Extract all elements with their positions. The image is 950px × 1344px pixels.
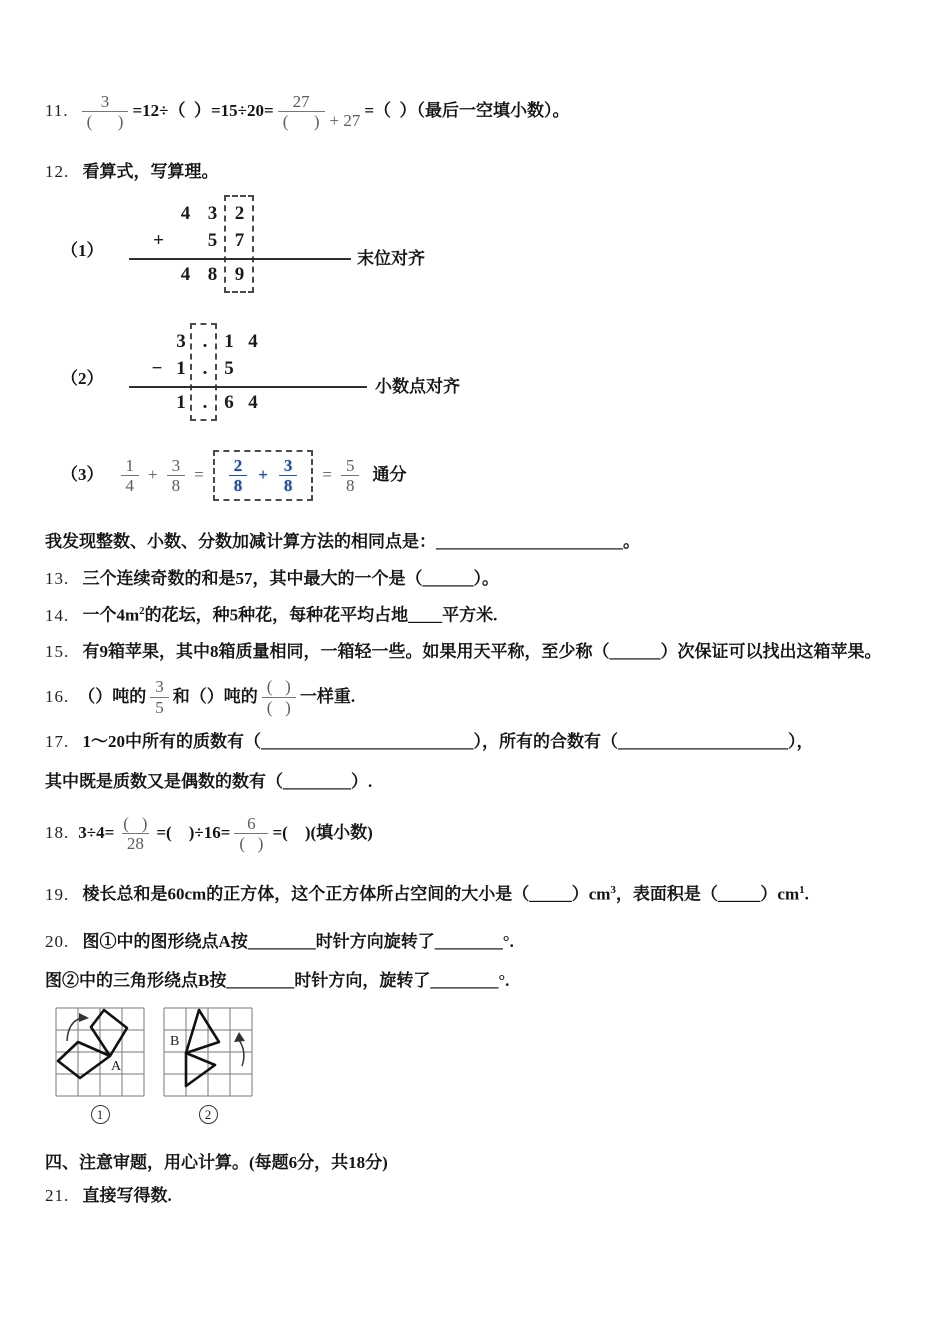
part-3-label: （3） — [61, 465, 104, 485]
part-2-label: （2） — [61, 369, 104, 388]
equation-text: 3÷4= — [78, 823, 115, 843]
superscript-1: 1 — [799, 884, 805, 897]
point-a-label: A — [111, 1058, 122, 1074]
question-text: ，表面积是（_____）cm — [615, 885, 800, 905]
question-text: 棱长总和是60cm的正方体，这个正方体所占空间的大小是（_____）cm — [82, 885, 611, 905]
minuend-row: 3 . 1 4 — [176, 331, 258, 352]
fraction-3-8-blue: $\frac{3}{8}$ — [279, 456, 298, 495]
question-text: 其中既是质数又是偶数的数有（________）. — [45, 772, 373, 792]
question-number: 14. — [45, 605, 70, 625]
arrowhead — [234, 1032, 245, 1042]
section-4-header — [45, 1152, 910, 1175]
dashed-answer-box — [213, 450, 314, 501]
dashed-highlight-box — [190, 323, 217, 421]
difference-rule-line — [129, 386, 367, 388]
difference-row: 1 . 6 4 — [176, 392, 258, 413]
question-text: . — [804, 885, 809, 905]
question-text: 图②中的三角形绕点B按________时针方向，旋转了________°. — [45, 971, 510, 990]
fraction-1-4: $\frac{1}{4}$ — [121, 456, 140, 495]
superscript-3: 3 — [610, 884, 616, 897]
equation-tail: =（ ）（最后一空填小数）。 — [364, 101, 570, 121]
grid-figure-1 — [53, 1005, 147, 1099]
question-text: 图①中的图形绕点A按________时针方向旋转了________°. — [82, 932, 514, 952]
plus-sign-blue: + — [258, 465, 268, 485]
equation-middle: =12÷（ ）=15÷20= — [132, 101, 274, 121]
plus-sign: + — [148, 465, 158, 485]
fill-blank: ____ — [408, 605, 443, 625]
equals-sign: = — [194, 465, 204, 485]
question-number: 21. — [45, 1185, 70, 1205]
addend-row-1: 4 3 2 — [180, 203, 245, 224]
fraction-5-8: $\frac{5}{8}$ — [341, 456, 360, 495]
question-number: 13. — [45, 569, 70, 588]
vertical-addition-figure — [45, 200, 910, 292]
fraction-3-5: $\frac{3}{5}$ — [150, 677, 169, 716]
question-text: 一样重. — [299, 686, 356, 706]
point-b-label: B — [170, 1033, 180, 1049]
subtraction-digits — [145, 328, 265, 416]
fraction-3-8: $\frac{3}{8}$ — [167, 456, 186, 495]
question-18 — [45, 814, 910, 853]
question-17-line-2 — [45, 771, 910, 794]
question-number: 15. — [45, 641, 70, 661]
fraction-2-8-blue: $\frac{2}{8}$ — [229, 456, 248, 495]
fraction-addition-figure — [45, 450, 910, 501]
annotation-align-decimal-point: 小数点对齐 — [375, 377, 460, 396]
section-title: 四、注意审题，用心计算。(每题6分，共18分) — [45, 1152, 388, 1172]
summary-line: 我发现整数、小数、分数加减计算方法的相同点是：______________________。 — [45, 532, 640, 552]
question-14 — [45, 604, 910, 628]
fraction-6-blank: $\frac{6}{( )}$ — [234, 814, 268, 853]
question-text: 一个4m — [82, 605, 140, 625]
rotation-arrow — [239, 1040, 244, 1066]
annotation-align-last-digit: 末位对齐 — [357, 249, 425, 268]
question-number: 12. — [45, 162, 70, 182]
question-20-line-2 — [45, 970, 910, 993]
fraction-blank: $\frac{( )}{( )}$ — [262, 677, 296, 716]
figure-1 — [53, 1005, 147, 1126]
rotation-figures — [45, 1005, 910, 1126]
question-text: 直接写得数. — [82, 1185, 172, 1205]
plus-27: + 27 — [329, 111, 361, 131]
question-title: 看算式，写算理。 — [82, 162, 219, 182]
equals-sign: = — [322, 465, 332, 485]
question-number: 20. — [45, 932, 70, 952]
question-text: 的花坛，种5种花，每种花平均占地 — [144, 605, 409, 625]
sum-rule-line — [129, 258, 351, 260]
question-16 — [45, 677, 910, 716]
dashed-highlight-box — [224, 195, 254, 293]
fraction-blank-1: $\frac{3}{( )}$ — [82, 92, 129, 131]
question-text: 和（）吨的 — [172, 686, 258, 706]
question-text: 平方米. — [442, 605, 498, 625]
arrowhead — [79, 1013, 89, 1022]
question-12-header — [45, 161, 910, 184]
addition-digits — [145, 200, 253, 288]
quad-shape — [58, 1042, 110, 1078]
question-19 — [45, 883, 910, 907]
question-number: 17. — [45, 731, 70, 751]
annotation-common-denominator: 通分 — [372, 465, 407, 485]
question-number: 16. — [45, 686, 70, 706]
part-1-label: （1） — [61, 241, 104, 260]
equation-text: =( )(填小数) — [272, 823, 373, 843]
fraction-blank-2: $\frac{27}{( )}$ — [278, 92, 325, 131]
question-text: （）吨的 — [78, 686, 147, 706]
grid-figure-2 — [161, 1005, 255, 1099]
question-text: 有9箱苹果，其中8箱质量相同，一箱轻一些。如果用天平称，至少称（______）次保证可以找出这箱苹果。 — [82, 641, 882, 661]
lower-triangle — [186, 1053, 215, 1086]
question-11 — [45, 92, 910, 131]
figure-2 — [161, 1005, 255, 1126]
subtrahend-row: − 1 . 5 — [151, 358, 234, 379]
upper-triangle — [186, 1010, 219, 1053]
equation-text: =( )÷16= — [156, 823, 231, 843]
question-number: 19. — [45, 885, 70, 905]
question-17-line-1 — [45, 731, 910, 754]
sum-row: 4 8 9 — [180, 264, 245, 285]
question-number: 18. — [45, 823, 70, 843]
question-20-line-1 — [45, 931, 910, 954]
question-21 — [45, 1185, 910, 1208]
vertical-subtraction-figure — [45, 328, 910, 420]
superscript-2: 2 — [139, 604, 145, 617]
question-13 — [45, 568, 910, 591]
figure-1-caption: 1 — [91, 1103, 110, 1126]
fraction-blank-28: $\frac{( )}{28}$ — [123, 814, 148, 854]
figure-2-caption: 2 — [199, 1103, 218, 1126]
question-15 — [45, 641, 910, 664]
question-text: 1～20中所有的质数有（_________________________），所有的合数有（____________________）， — [82, 731, 814, 751]
addend-row-2: + 5 7 — [153, 230, 245, 251]
question-number: 11. — [45, 101, 69, 121]
question-text: 三个连续奇数的和是57，其中最大的一个是（______）。 — [82, 569, 499, 588]
